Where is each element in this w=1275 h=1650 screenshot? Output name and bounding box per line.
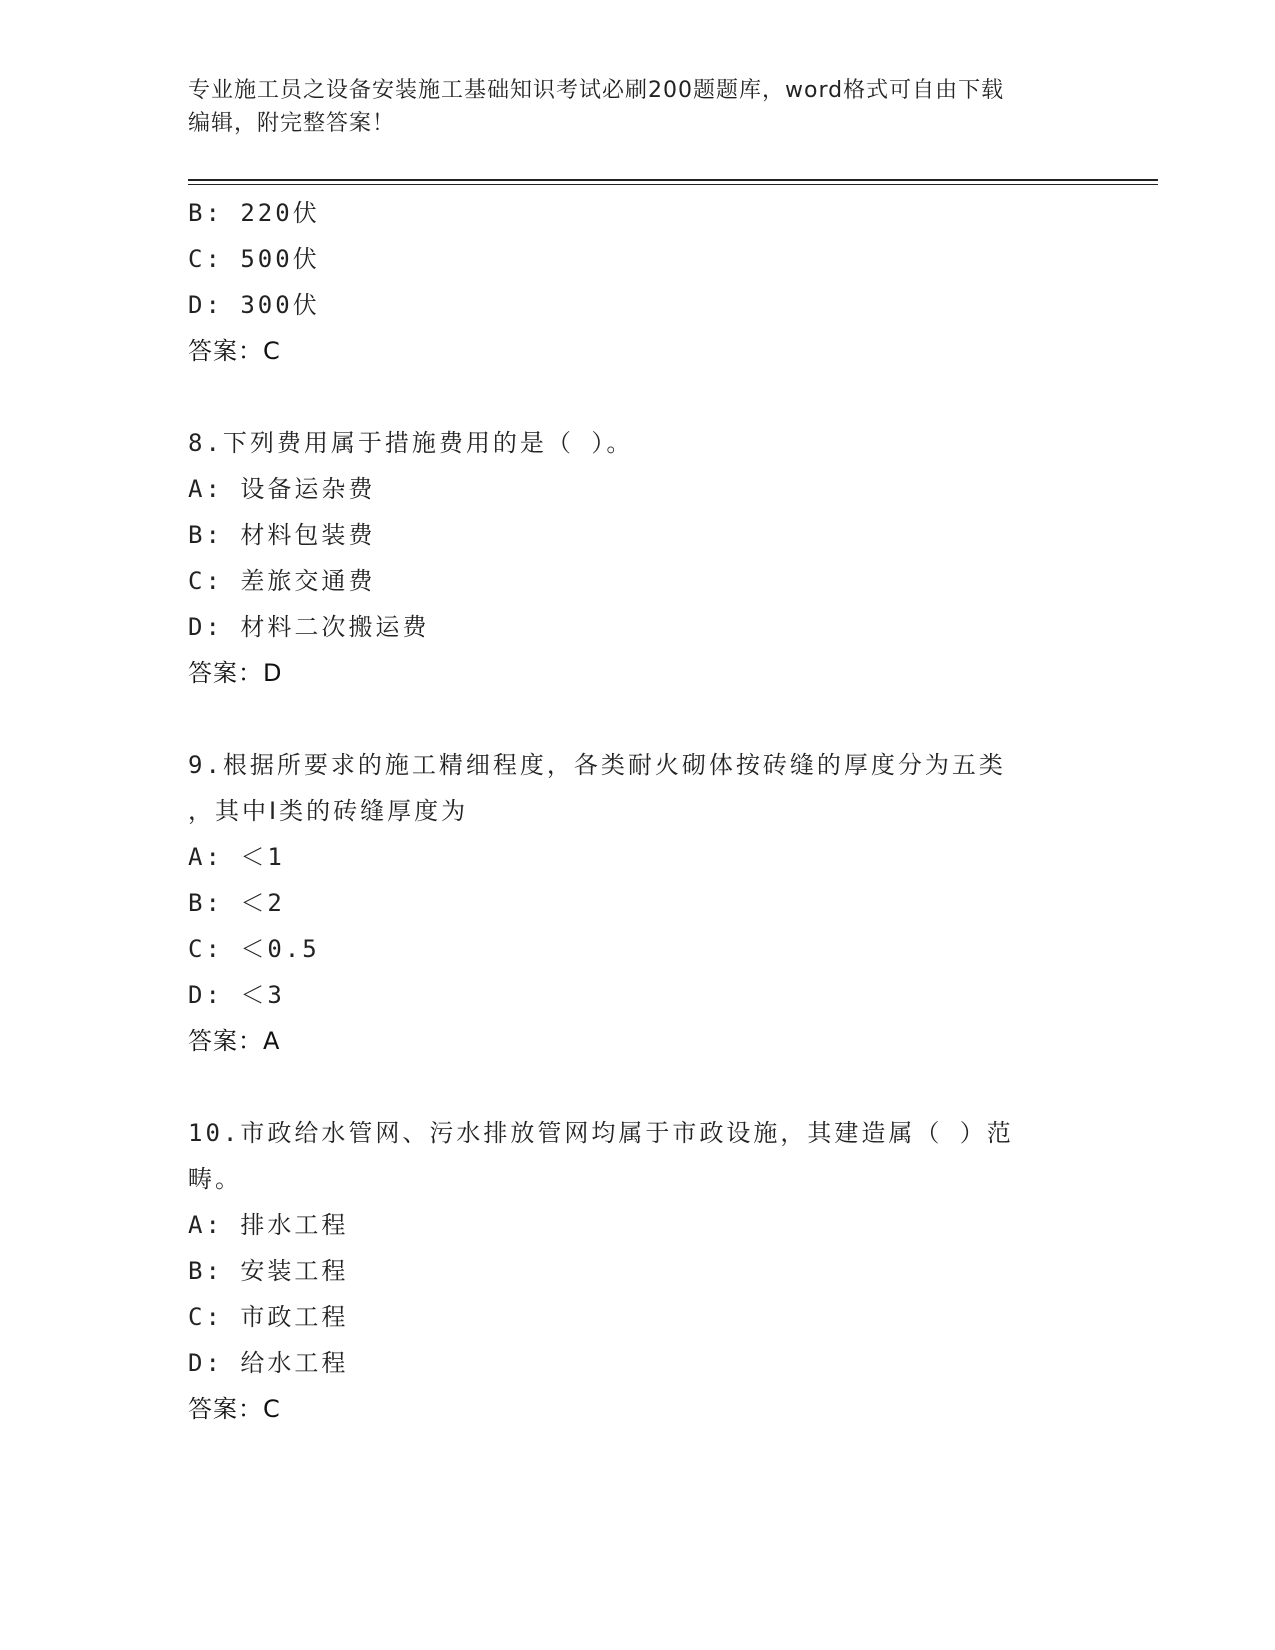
option-c: C: ＜0.5	[188, 935, 320, 963]
question-text-continued: ，其中Ⅰ类的砖缝厚度为	[188, 797, 469, 825]
document-body	[188, 190, 1088, 1432]
option-d: D: 300伏	[188, 291, 320, 319]
answer-line: 答案：C	[188, 1395, 281, 1423]
question-text: 8.下列费用属于措施费用的是（ ）。	[188, 429, 634, 457]
option-c: C: 市政工程	[188, 1303, 349, 1331]
option-b: B: 材料包装费	[188, 521, 376, 549]
header-rule-thin	[188, 184, 1158, 185]
option-a: A: 排水工程	[188, 1211, 349, 1239]
document-header	[188, 74, 1088, 140]
question-9	[188, 742, 1088, 1064]
option-c: C: 差旅交通费	[188, 567, 376, 595]
question-8	[188, 420, 1088, 696]
option-b: B: ＜2	[188, 889, 285, 917]
option-d: D: 给水工程	[188, 1349, 349, 1377]
question-text-continued: 畴。	[188, 1165, 242, 1193]
answer-line: 答案：A	[188, 1027, 281, 1055]
option-d: D: ＜3	[188, 981, 285, 1009]
option-a: A: 设备运杂费	[188, 475, 376, 503]
option-b: B: 220伏	[188, 199, 320, 227]
header-line-1: 专业施工员之设备安装施工基础知识考试必刷200题题库，word格式可自由下载	[188, 78, 1005, 103]
option-b: B: 安装工程	[188, 1257, 349, 1285]
question-text: 10.市政给水管网、污水排放管网均属于市政设施，其建造属（ ）范	[188, 1119, 1014, 1147]
option-d: D: 材料二次搬运费	[188, 613, 430, 641]
question-10	[188, 1110, 1088, 1432]
option-c: C: 500伏	[188, 245, 320, 273]
header-rule-thick	[188, 179, 1158, 181]
question-text: 9.根据所要求的施工精细程度，各类耐火砌体按砖缝的厚度分为五类	[188, 751, 1006, 779]
header-line-2: 编辑，附完整答案！	[188, 111, 396, 136]
option-a: A: ＜1	[188, 843, 285, 871]
answer-line: 答案：D	[188, 659, 283, 687]
answer-line: 答案：C	[188, 337, 281, 365]
question-7-continued	[188, 190, 1088, 374]
